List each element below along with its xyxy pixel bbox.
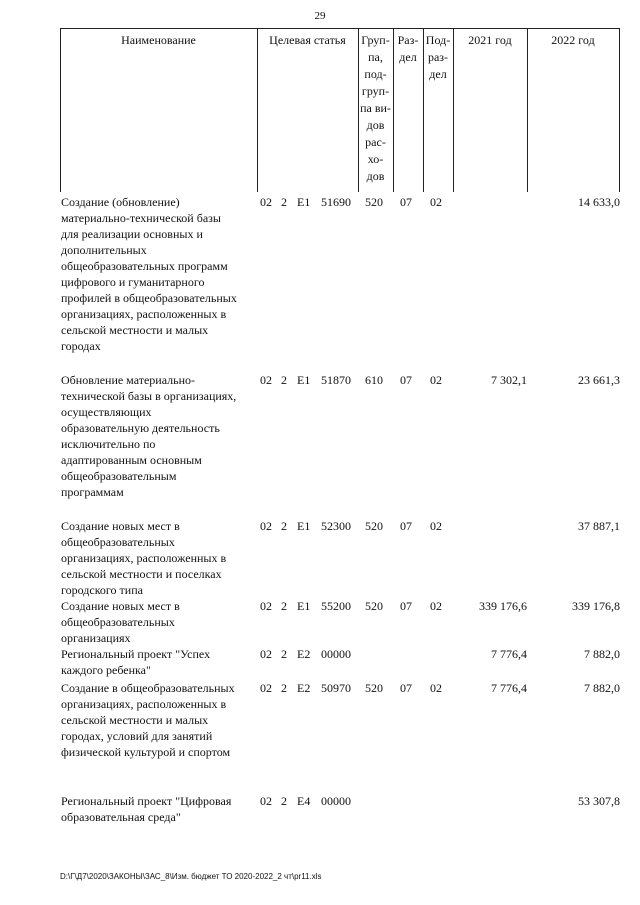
code-project: E1 bbox=[297, 373, 311, 387]
code-program: 02 bbox=[260, 599, 272, 613]
group-code: 520 bbox=[365, 599, 383, 613]
code-project: E1 bbox=[297, 195, 311, 209]
code-subprogram: 2 bbox=[281, 681, 287, 695]
amount-2022: 53 307,8 bbox=[578, 794, 620, 808]
row-name: Создание (обновление) материально-технической базы для реализации основных и дополнительных общеобразовательных программ цифрового и гуманитарного профилей в общеобразовательных организациях, расположенных в сельской местности и малых городах bbox=[61, 195, 237, 353]
row-name: Создание новых мест в общеобразовательных организациях, расположенных в сельской местности и поселках городского типа bbox=[61, 519, 227, 597]
code-direction: 50970 bbox=[321, 681, 351, 695]
code-subprogram: 2 bbox=[281, 519, 287, 533]
subsection-code: 02 bbox=[430, 519, 442, 533]
page-number: 29 bbox=[314, 10, 326, 22]
code-direction: 00000 bbox=[321, 794, 351, 808]
header-subsection: Под- раз- дел bbox=[425, 33, 451, 81]
section-code: 07 bbox=[400, 195, 412, 209]
subsection-code: 02 bbox=[430, 373, 442, 387]
group-code: 520 bbox=[365, 681, 383, 695]
amount-2022: 14 633,0 bbox=[578, 195, 620, 209]
section-code: 07 bbox=[400, 599, 412, 613]
code-subprogram: 2 bbox=[281, 195, 287, 209]
code-subprogram: 2 bbox=[281, 647, 287, 661]
amount-2021: 339 176,6 bbox=[479, 599, 527, 613]
section-code: 07 bbox=[400, 681, 412, 695]
subsection-code: 02 bbox=[430, 195, 442, 209]
amount-2021: 7 302,1 bbox=[491, 373, 527, 387]
header-name: Наименование bbox=[121, 33, 196, 47]
row-name: Создание в общеобразовательных организациях, расположенных в сельской местности и малых городах, условий для занятий физической культурой и спортом bbox=[61, 681, 235, 759]
group-code: 520 bbox=[365, 519, 383, 533]
amount-2021: 7 776,4 bbox=[491, 647, 527, 661]
amount-2022: 7 882,0 bbox=[584, 681, 620, 695]
code-subprogram: 2 bbox=[281, 373, 287, 387]
code-direction: 51690 bbox=[321, 195, 351, 209]
header-2021: 2021 год bbox=[468, 33, 512, 47]
header-group: Груп- па, под- груп- па ви- дов рас- хо- дов bbox=[360, 33, 391, 183]
code-program: 02 bbox=[260, 373, 272, 387]
row-name: Региональный проект "Цифровая образовательная среда" bbox=[61, 794, 232, 824]
amount-2022: 339 176,8 bbox=[572, 599, 620, 613]
code-project: E1 bbox=[297, 599, 311, 613]
row-name: Обновление материально- технической базы в организациях, осуществляющих образовательную деятельность исключительно по адаптированным основным общеобразовательным программам bbox=[61, 373, 237, 499]
code-program: 02 bbox=[260, 647, 272, 661]
file-path-footer: D:\Г\Д7\2020\ЗАКОНЫ\ЗАС_8\Изм. бюджет ТО 2020-2022_2 чт\pr11.xls bbox=[60, 872, 322, 881]
amount-2022: 7 882,0 bbox=[584, 647, 620, 661]
header-2022: 2022 год bbox=[551, 33, 595, 47]
row-name: Создание новых мест в общеобразовательных организациях bbox=[61, 599, 180, 645]
code-program: 02 bbox=[260, 195, 272, 209]
section-code: 07 bbox=[400, 373, 412, 387]
amount-2022: 23 661,3 bbox=[578, 373, 620, 387]
row-name: Региональный проект "Успех каждого ребенка" bbox=[61, 647, 211, 677]
amount-2021: 7 776,4 bbox=[491, 681, 527, 695]
code-project: E2 bbox=[297, 681, 311, 695]
table-header bbox=[60, 28, 620, 192]
code-program: 02 bbox=[260, 794, 272, 808]
code-project: E1 bbox=[297, 519, 311, 533]
code-subprogram: 2 bbox=[281, 599, 287, 613]
code-program: 02 bbox=[260, 519, 272, 533]
header-target: Целевая статья bbox=[269, 33, 346, 47]
code-subprogram: 2 bbox=[281, 794, 287, 808]
group-code: 610 bbox=[365, 373, 383, 387]
header-section: Раз- дел bbox=[397, 33, 419, 64]
code-direction: 52300 bbox=[321, 519, 351, 533]
code-program: 02 bbox=[260, 681, 272, 695]
code-direction: 00000 bbox=[321, 647, 351, 661]
code-direction: 51870 bbox=[321, 373, 351, 387]
amount-2022: 37 887,1 bbox=[578, 519, 620, 533]
code-project: E4 bbox=[297, 794, 311, 808]
code-direction: 55200 bbox=[321, 599, 351, 613]
subsection-code: 02 bbox=[430, 681, 442, 695]
subsection-code: 02 bbox=[430, 599, 442, 613]
code-project: E2 bbox=[297, 647, 311, 661]
section-code: 07 bbox=[400, 519, 412, 533]
group-code: 520 bbox=[365, 195, 383, 209]
